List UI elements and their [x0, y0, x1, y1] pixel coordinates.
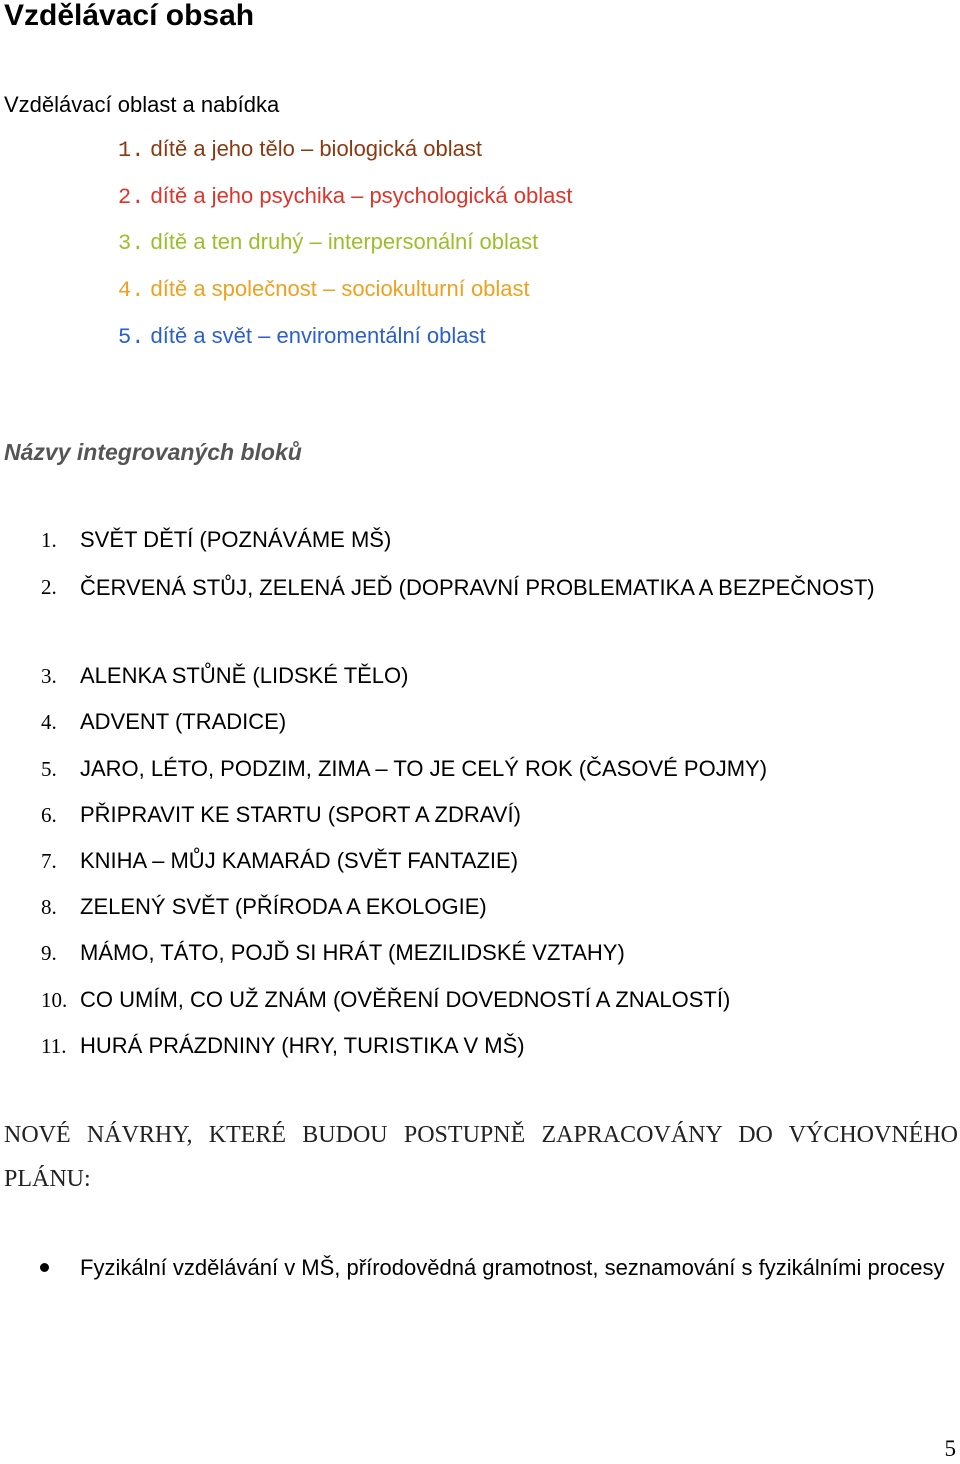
block-item-number: 5.	[41, 757, 57, 781]
area-item-number: 5.	[118, 325, 145, 350]
block-item-number: 9.	[41, 941, 57, 965]
blocks-heading: Názvy integrovaných bloků	[4, 439, 302, 465]
area-item-number: 4.	[118, 278, 145, 303]
block-item-4	[41, 707, 957, 737]
block-item-8	[41, 892, 957, 922]
block-item-9	[41, 938, 957, 968]
area-item-text: dítě a jeho tělo – biologická oblast	[150, 136, 482, 161]
block-item-11	[41, 1031, 957, 1061]
block-item-3	[41, 661, 957, 691]
block-item-number: 3.	[41, 664, 57, 688]
block-item-text: MÁMO, TÁTO, POJĎ SI HRÁT (MEZILIDSKÉ VZTAHY)	[80, 940, 625, 965]
block-item-number: 6.	[41, 803, 57, 827]
area-item-number: 1.	[118, 138, 145, 163]
area-item-text: dítě a ten druhý – interpersonální oblast	[150, 229, 539, 254]
block-item-number: 11.	[41, 1034, 67, 1058]
page-number: 5	[944, 1436, 956, 1461]
block-item-6	[41, 800, 957, 830]
area-item-3	[118, 227, 538, 259]
block-item-text: ADVENT (TRADICE)	[80, 709, 287, 734]
area-item-2	[118, 181, 572, 213]
block-item-text: HURÁ PRÁZDNINY (HRY, TURISTIKA V MŠ)	[80, 1033, 525, 1058]
block-item-text: ČERVENÁ STŮJ, ZELENÁ JEĎ (DOPRAVNÍ PROBLEMATIKA A BEZPEČNOST)	[80, 575, 875, 600]
block-item-number: 4.	[41, 710, 57, 734]
block-item-1	[41, 525, 957, 555]
block-item-5	[41, 754, 957, 784]
block-item-number: 10.	[41, 988, 68, 1012]
block-item-text: SVĚT DĚTÍ (POZNÁVÁME MŠ)	[80, 527, 392, 552]
block-item-text: PŘIPRAVIT KE STARTU (SPORT A ZDRAVÍ)	[80, 802, 521, 827]
block-item-number: 2.	[41, 575, 57, 599]
proposals-heading: NOVÉ NÁVRHY, KTERÉ BUDOU POSTUPNĚ ZAPRACOVÁNY DO VÝCHOVNÉHO PLÁNU:	[4, 1122, 958, 1192]
block-item-text: KNIHA – MŮJ KAMARÁD (SVĚT FANTAZIE)	[80, 848, 519, 873]
area-item-text: dítě a jeho psychika – psychologická oblast	[150, 183, 573, 208]
block-item-number: 8.	[41, 895, 57, 919]
block-item-text: CO UMÍM, CO UŽ ZNÁM (OVĚŘENÍ DOVEDNOSTÍ A ZNALOSTÍ)	[80, 987, 731, 1012]
block-item-text: JARO, LÉTO, PODZIM, ZIMA – TO JE CELÝ ROK (ČASOVÉ POJMY)	[80, 756, 768, 781]
proposal-item-1	[40, 1246, 958, 1289]
area-item-number: 2.	[118, 185, 145, 210]
page-title: Vzdělávací obsah	[4, 0, 255, 32]
area-item-number: 3.	[118, 231, 145, 256]
area-item-1	[118, 134, 482, 166]
area-item-text: dítě a společnost – sociokulturní oblast	[150, 276, 530, 301]
block-item-text: ZELENÝ SVĚT (PŘÍRODA A EKOLOGIE)	[80, 894, 487, 919]
block-item-number: 7.	[41, 849, 57, 873]
proposal-item-text: Fyzikální vzdělávání v MŠ, přírodovědná gramotnost, seznamování s fyzikálními procesy	[80, 1255, 945, 1280]
block-item-7	[41, 846, 957, 876]
block-item-10	[41, 985, 957, 1015]
bullet-icon	[40, 1263, 49, 1272]
area-item-text: dítě a svět – enviromentální oblast	[150, 323, 486, 348]
areas-heading: Vzdělávací oblast a nabídka	[4, 92, 280, 117]
area-item-5	[118, 321, 486, 353]
area-item-4	[118, 274, 530, 306]
block-item-number: 1.	[41, 528, 57, 552]
block-item-text: ALENKA STŮNĚ (LIDSKÉ TĚLO)	[80, 663, 409, 688]
block-item-2	[41, 572, 957, 609]
